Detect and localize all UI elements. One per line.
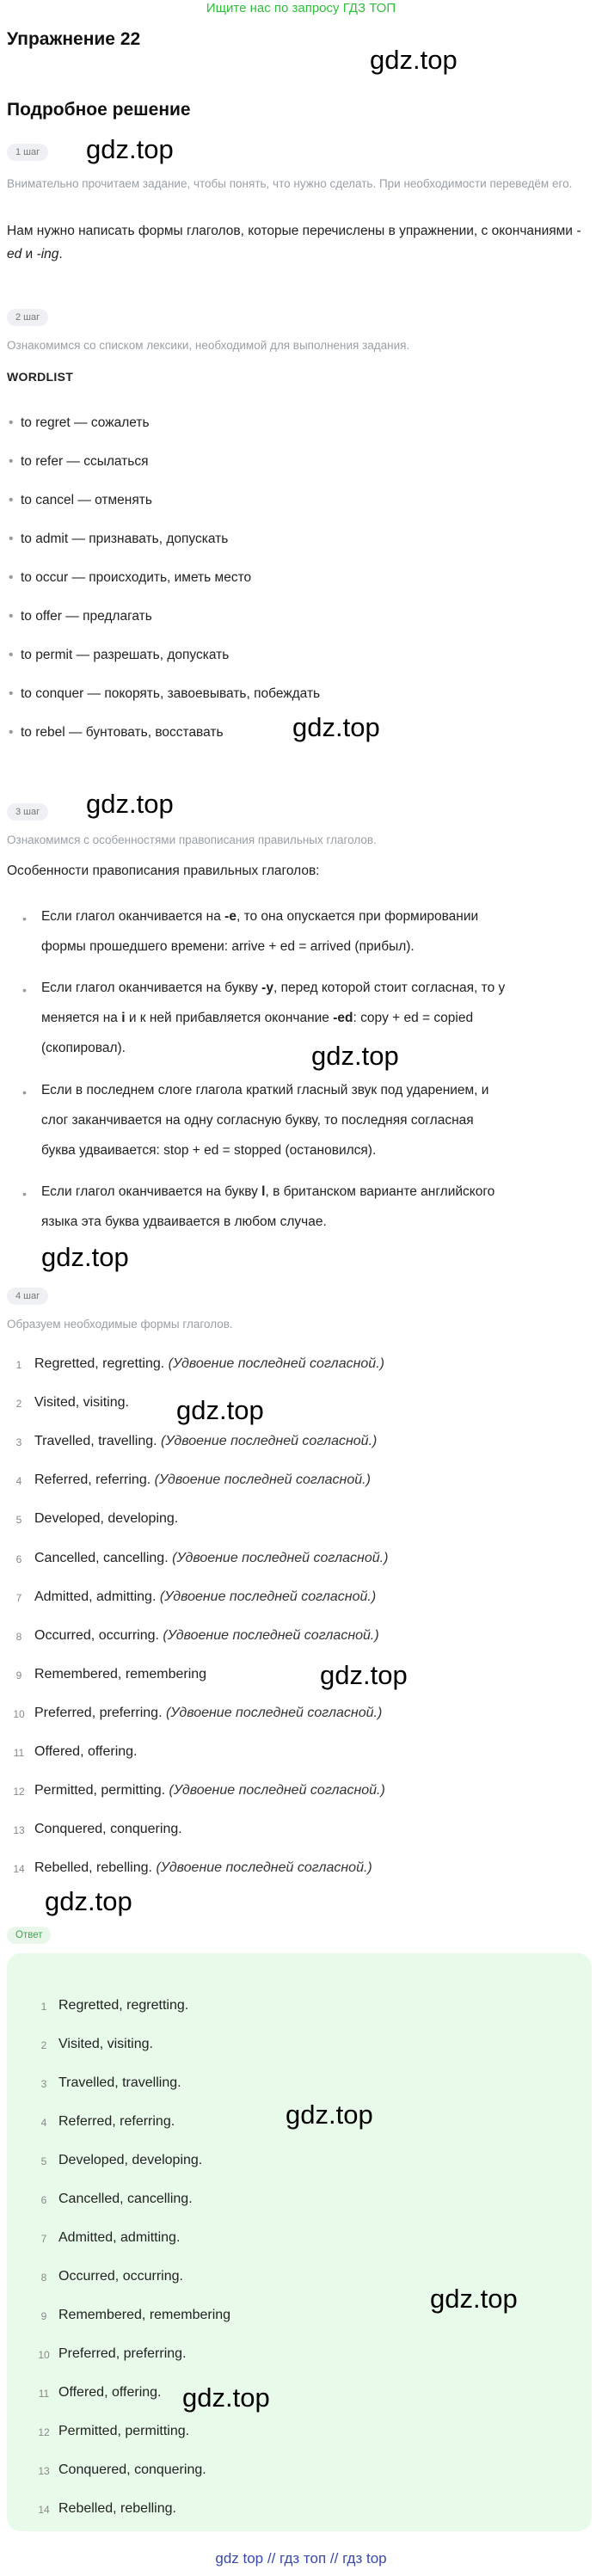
list-number: 7	[40, 2233, 47, 2245]
answer-item: Conquered, conquering.	[58, 2462, 206, 2477]
answer-item: Admitted, admitting.	[58, 2230, 181, 2245]
verb-forms: Preferred, preferring.	[34, 1706, 163, 1720]
list-number: 10	[38, 2349, 50, 2361]
answer-item: Permitted, permitting.	[58, 2424, 190, 2438]
verb-form-item	[34, 1589, 376, 1605]
answer-item: Occurred, occurring.	[58, 2269, 183, 2284]
note: (Удвоение последней согласной.)	[154, 1472, 371, 1487]
verb-form-item	[34, 1822, 182, 1837]
wordlist-item: • to admit — признавать, допускать	[21, 530, 228, 549]
footer-separator: //	[326, 2550, 343, 2567]
step-badge-2: 2 шаг	[7, 309, 48, 326]
step-2-hint: Ознакомимся со списком лексики, необходимой для выполнения задания.	[7, 339, 410, 352]
verb-form-item	[34, 1860, 372, 1876]
verb-forms: Occurred, occurring.	[34, 1628, 159, 1643]
answer-item: Travelled, travelling.	[58, 2075, 181, 2090]
list-number: 9	[15, 1669, 22, 1681]
footer-link[interactable]: гдз top	[342, 2550, 387, 2567]
verb-form-item	[34, 1706, 382, 1721]
rule-line: слог заканчивается на одну согласную букву, то последняя согласная	[41, 1113, 474, 1128]
text-part: -e	[224, 909, 236, 924]
list-number: 2	[15, 1398, 22, 1410]
list-number: 14	[38, 2504, 50, 2516]
step-1-hint: Внимательно прочитаем задание, чтобы понять, что нужно сделать. При необходимости переведём его.	[7, 177, 573, 190]
watermark: gdz.top	[182, 2382, 270, 2413]
bullet: •	[22, 1085, 27, 1099]
step-3-text: Особенности правописания правильных глаголов:	[7, 864, 320, 878]
wordlist-item: • to regret — сожалеть	[21, 414, 150, 433]
top-search-link[interactable]: Ищите нас по запросу ГДЗ ТОП	[206, 1, 396, 15]
suffix-ing: -ing	[36, 247, 59, 261]
note: (Удвоение последней согласной.)	[165, 1706, 383, 1720]
watermark: gdz.top	[176, 1395, 264, 1425]
footer-separator: //	[263, 2550, 280, 2567]
note: (Удвоение последней согласной.)	[169, 1783, 385, 1798]
rule-line: языка эта буква удваивается в любом случае.	[41, 1214, 327, 1229]
watermark: gdz.top	[86, 134, 174, 164]
wordlist-item: • to occur — происходить, иметь место	[21, 569, 251, 587]
text-part: -y	[261, 981, 273, 995]
list-number: 11	[13, 1747, 25, 1759]
list-number: 14	[13, 1863, 25, 1875]
watermark: gdz.top	[370, 45, 458, 75]
list-number: 13	[38, 2465, 50, 2477]
wordlist-item: • to rebel — бунтовать, восставать	[21, 723, 224, 742]
note: (Удвоение последней согласной.)	[172, 1551, 389, 1565]
list-number: 12	[38, 2426, 50, 2438]
note: (Удвоение последней согласной.)	[159, 1589, 377, 1604]
rule-line	[41, 973, 592, 1003]
watermark: gdz.top	[86, 789, 174, 819]
verb-forms: Remembered, remembering	[34, 1667, 207, 1681]
verb-form-item	[34, 1356, 384, 1372]
verb-form-item	[34, 1744, 137, 1760]
step-3-hint: Ознакомимся с особенностями правописания правильных глаголов.	[7, 833, 377, 846]
suffix-ed: -ed	[7, 224, 581, 261]
verb-forms: Travelled, travelling.	[34, 1434, 157, 1448]
list-number: 5	[40, 2155, 47, 2167]
verb-form-item	[34, 1395, 129, 1411]
footer-links	[0, 2550, 602, 2567]
rule-line	[41, 901, 592, 931]
watermark: gdz.top	[292, 712, 380, 742]
rule-4	[41, 1177, 592, 1237]
answer-item: Visited, visiting.	[58, 2037, 153, 2051]
rule-line: формы прошедшего времени: arrive + ed = arrived (прибыл).	[41, 939, 415, 954]
step-1-text	[7, 219, 592, 266]
wordlist-item: • to conquer — покорять, завоевывать, побеждать	[21, 685, 320, 704]
text-part: Нам нужно написать формы глаголов, которые перечислены в упражнении, с окончаниями	[7, 224, 577, 238]
wordlist-item: • to refer — ссылаться	[21, 452, 149, 471]
text-part: l	[261, 1184, 266, 1199]
verb-forms: Cancelled, cancelling.	[34, 1551, 169, 1565]
watermark: gdz.top	[320, 1660, 408, 1690]
verb-form-item	[34, 1511, 178, 1527]
step-badge-1: 1 шаг	[7, 144, 48, 161]
verb-forms: Developed, developing.	[34, 1511, 179, 1526]
text-part: Если глагол оканчивается на	[41, 909, 225, 924]
list-number: 4	[15, 1475, 22, 1487]
text-part: : copy + ed = copied	[353, 1011, 474, 1025]
verb-forms: Visited, visiting.	[34, 1395, 129, 1410]
verb-form-item	[34, 1783, 385, 1798]
watermark: gdz.top	[311, 1041, 399, 1071]
wordlist-item: • to permit — разрешать, допускать	[21, 646, 229, 665]
rule-3	[41, 1075, 592, 1165]
verb-forms: Conquered, conquering.	[34, 1822, 182, 1836]
rule-line	[41, 1003, 592, 1033]
verb-forms: Rebelled, rebelling.	[34, 1860, 152, 1875]
note: (Удвоение последней согласной.)	[168, 1356, 384, 1371]
text-part: , то она опускается при формировании	[236, 909, 479, 924]
note: (Удвоение последней согласной.)	[156, 1860, 372, 1875]
text-part: меняется на	[41, 1011, 122, 1025]
bullet: •	[22, 1187, 27, 1201]
list-number: 6	[15, 1553, 22, 1565]
wordlist-item: • to offer — предлагать	[21, 607, 152, 626]
list-number: 6	[40, 2194, 47, 2206]
verb-forms: Offered, offering.	[34, 1744, 138, 1759]
step-4-hint: Образуем необходимые формы глаголов.	[7, 1318, 233, 1331]
bullet: •	[22, 983, 27, 997]
rule-1	[41, 901, 592, 962]
verb-forms: Regretted, regretting.	[34, 1356, 165, 1371]
verb-form-item	[34, 1472, 371, 1488]
answer-item: Cancelled, cancelling.	[58, 2192, 193, 2206]
watermark: gdz.top	[41, 1242, 129, 1272]
list-number: 1	[15, 1359, 22, 1371]
verb-form-item	[34, 1551, 388, 1566]
text-part: и	[22, 247, 37, 261]
answer-item: Rebelled, rebelling.	[58, 2501, 176, 2516]
verb-forms: Permitted, permitting.	[34, 1783, 166, 1798]
bullet: •	[22, 912, 27, 925]
footer-link[interactable]: гдз топ	[280, 2550, 327, 2567]
text-part: , в британском варианте английского	[265, 1184, 495, 1199]
list-number: 1	[40, 2001, 47, 2013]
list-number: 5	[15, 1514, 22, 1526]
text-part: Если глагол оканчивается на букву	[41, 1184, 262, 1199]
verb-forms: Referred, referring.	[34, 1472, 151, 1487]
text-part: Если глагол оканчивается на букву	[41, 981, 262, 995]
note: (Удвоение последней согласной.)	[163, 1628, 379, 1643]
answer-item: Regretted, regretting.	[58, 1998, 189, 2013]
list-number: 9	[40, 2310, 47, 2322]
rule-line: Если в последнем слоге глагола краткий гласный звук под ударением, и	[41, 1083, 489, 1097]
rule-line: (скопировал).	[41, 1041, 126, 1055]
note: (Удвоение последней согласной.)	[161, 1434, 378, 1448]
text-part: i	[121, 1011, 126, 1025]
answer-badge: Ответ	[7, 1927, 51, 1944]
step-badge-4: 4 шаг	[7, 1288, 48, 1305]
verb-form-item	[34, 1667, 206, 1682]
verb-form-item	[34, 1628, 379, 1644]
page-title: Упражнение 22	[7, 29, 141, 49]
list-number: 7	[15, 1592, 22, 1604]
text-part: , перед которой стоит согласная, то y	[273, 981, 506, 995]
list-number: 13	[13, 1824, 25, 1836]
text-part: .	[58, 247, 63, 261]
footer-link[interactable]: gdz top	[215, 2550, 264, 2567]
list-number: 12	[13, 1786, 25, 1798]
answer-item: Referred, referring.	[58, 2114, 175, 2129]
list-number: 4	[40, 2117, 47, 2129]
answer-item: Preferred, preferring.	[58, 2346, 187, 2361]
list-number: 3	[15, 1436, 22, 1448]
watermark: gdz.top	[430, 2284, 518, 2314]
answer-item: Offered, offering.	[58, 2385, 162, 2400]
rule-line	[41, 1177, 592, 1207]
list-number: 2	[40, 2039, 47, 2051]
list-number: 10	[13, 1708, 25, 1720]
list-number: 3	[40, 2078, 47, 2090]
step-badge-3: 3 шаг	[7, 803, 48, 821]
solution-heading: Подробное решение	[7, 100, 191, 120]
verb-form-item	[34, 1434, 377, 1449]
watermark: gdz.top	[45, 1886, 132, 1916]
watermark: gdz.top	[286, 2100, 373, 2130]
answer-item: Developed, developing.	[58, 2153, 203, 2167]
list-number: 11	[38, 2388, 50, 2400]
wordlist-title: WORDLIST	[7, 370, 74, 384]
rule-line: буква удваивается: stop + ed = stopped (остановился).	[41, 1143, 377, 1158]
answer-item: Remembered, remembering	[58, 2308, 231, 2322]
wordlist-item: • to cancel — отменять	[21, 491, 152, 510]
list-number: 8	[15, 1631, 22, 1643]
list-number: 8	[40, 2272, 47, 2284]
verb-forms: Admitted, admitting.	[34, 1589, 157, 1604]
text-part: и к ней прибавляется окончание	[125, 1011, 334, 1025]
text-part: -ed	[333, 1011, 353, 1025]
